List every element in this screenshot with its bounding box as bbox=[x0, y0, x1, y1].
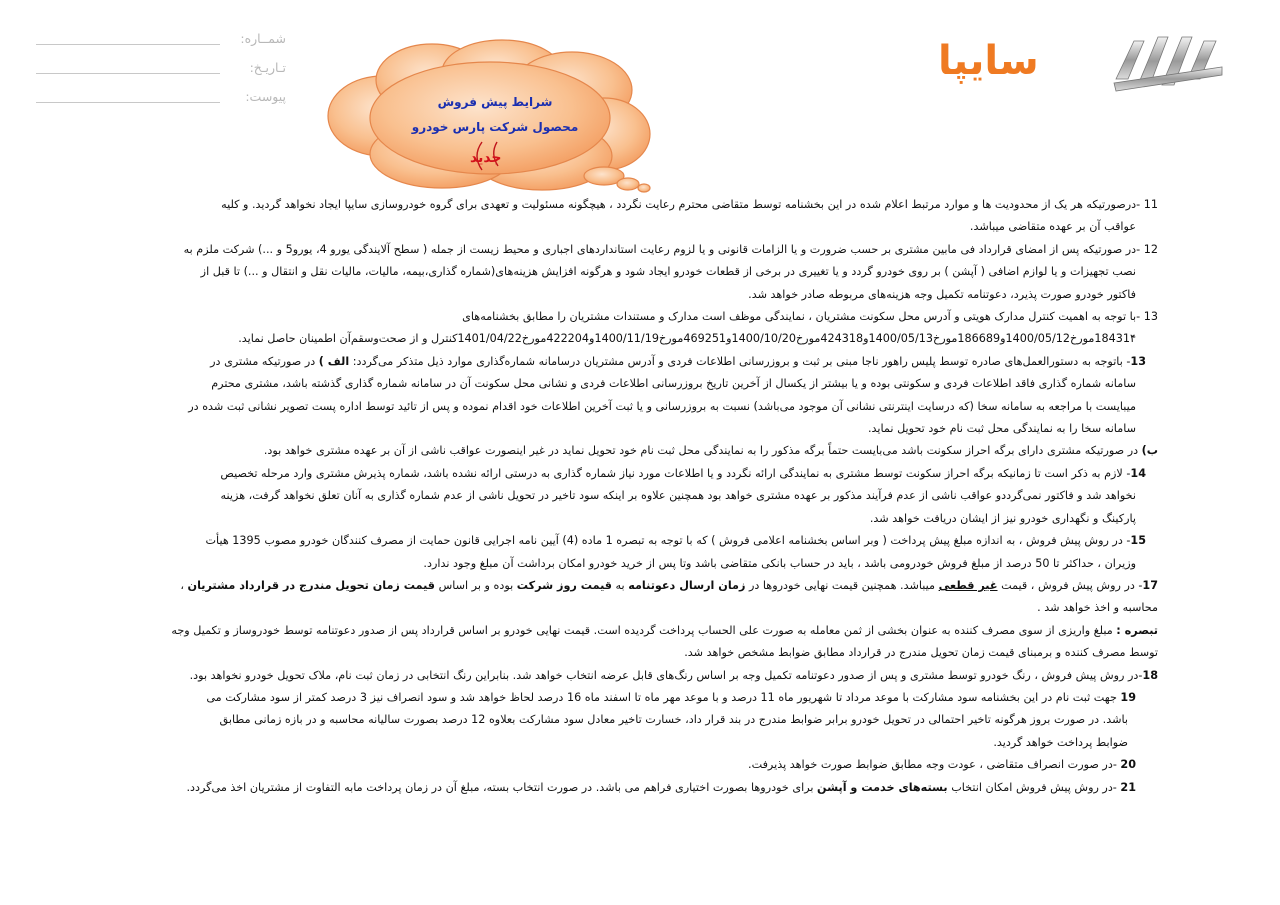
clause-11-text: -درصورتیکه هر یک از محدودیت ها و موارد مرتبط اعلام شده در این بخشنامه توسط متقاضی محترم رعایت نگردد ، هیچگونه مسئولیت و تعهدی برای گروه خودروسازی سایپا ایجاد نخواهد گردید. و کلیه bbox=[221, 198, 1141, 211]
clause-13b-text-2: در صورتیکه مشتری در bbox=[210, 354, 316, 368]
attachment-field-line bbox=[36, 102, 220, 103]
terms-content bbox=[88, 194, 1158, 799]
clause-tabsareh-text: مبلغ واریزی از سوی مصرف کننده به عنوان بخشی از ثمن معامله به صورت علی الحساب پرداخت گردیده است. قیمت نهایی خودرو بر اساس قرارداد پس از صدور دعوتنامه توسط خودروساز و تکمیل وجه bbox=[171, 623, 1113, 637]
clause-19-line-2: باشد. در صورت بروز هرگونه تاخیر احتمالی در تحویل خودرو برابر ضوابط مندرج در بند قرار داد، خسارت تاخیر معادل سود مشارکت بعلاوه 12 درصد بصورت سالیانه محاسبه و در بازه زمانی مطابق bbox=[219, 713, 1128, 727]
clause-13a-number: 13 bbox=[1143, 310, 1158, 324]
document-meta-fields bbox=[36, 28, 298, 115]
clause-12-line-3: فاکتور خودرو صورت پذیرد، دعوتنامه تکمیل وجه هزینه‌های مربوطه صادر خواهد شد. bbox=[748, 287, 1136, 301]
clause-12-line-2: نصب تجهیزات و یا لوازم اضافی ( آپشن ) بر روی خودرو گردد و یا تغییری در برخی از قطعات خودرو ایجاد شود و هرگونه افزایش هزینه‌های(شماره گذاری،بیمه، مالیات، مالیات نقل و انتقال و ...) تا قبل از bbox=[200, 265, 1136, 279]
clause-13a-text: -با توجه به اهمیت کنترل مدارک هویتی و آدرس محل سکونت مشتریان ، نمایندگی موظف است مدارک و مستندات مشتریان را مطابق بخشنامه‌های bbox=[462, 310, 1141, 324]
clause-18-number: 18 bbox=[1142, 668, 1158, 682]
number-field-label: شمــاره: bbox=[240, 31, 286, 46]
clause-tabsareh-label: تبصره : bbox=[1116, 623, 1158, 637]
clause-21-packages: بسته‌های خدمت و آپشن bbox=[817, 780, 948, 794]
clause-12-number: 12 bbox=[1143, 242, 1158, 256]
clause-18-text: -در روش پیش فروش ، رنگ خودرو توسط مشتری و پس از صدور دعوتنامه تکمیل وجه بر اساس رنگ‌های قابل عرضه انتخاب خواهد شد. بنابراین رنگ انتخابی در زمان ثبت نام، ملاک تحویل خودرو نخواهد بود. bbox=[189, 668, 1143, 682]
clause-21-text-2: برای خودروها بصورت اختیاری فراهم می باشد. در صورت انتخاب بسته، مبلغ آن در زمان پرداخت مابه التفاوت از مشتریان اخذ می‌گردد. bbox=[186, 780, 814, 794]
clause-14-text: - لازم به ذکر است تا زمانیکه برگه احراز سکونت توسط مشتری به نمایندگی ارائه نگردد و یا اطلاعات مورد نیاز شماره گذاری به درستی ارائه نشده باشد، شماره پذیرش مشتری وارد مرحله تخصیص bbox=[220, 466, 1131, 480]
clause-14-line-2: نخواهد شد و فاکتور نمی‌گرددو عواقب ناشی از عدم فرآیند مذکور بر عهده مشتری خواهد بود همچنین علاوه بر اینکه سود تاخیر در تحویل ناشی از عدم شماره گذاری به آنان تعلق نخواهد گرفت، هزینه bbox=[220, 489, 1136, 503]
clause-15-line-2: وزیران ، حداکثر تا 50 درصد از مبلغ فروش خودرومی باشد ، باید در حساب بانکی متقاضی باشد وتا پس از خرید خودرو امکان برداشت آن مبلغ وجود ندارد. bbox=[423, 556, 1136, 570]
clause-19-text: جهت ثبت نام در این بخشنامه سود مشارکت با موعد مرداد تا شهریور ماه 11 درصد و با موعد مهر ماه تا اسفند ماه 16 درصد لحاظ خواهد شد و سود انصراف نیز 3 درصد کمتر از سود مشارکت می bbox=[206, 690, 1117, 704]
clause-17-text-3: به bbox=[615, 578, 625, 592]
clause-21 bbox=[88, 777, 1158, 799]
clause-17-line-2: محاسبه و اخذ خواهد شد . bbox=[1037, 601, 1158, 615]
new-badge: جدید bbox=[470, 150, 502, 166]
clause-19-number: 19 bbox=[1120, 690, 1136, 704]
saipa-logo-icon bbox=[1112, 33, 1224, 95]
clause-11-number: 11 bbox=[1143, 198, 1158, 211]
clause-13a-line-2: 18431۴مورخ1400/05/12و186689مورخ1400/05/13و424318مورخ1400/10/20و469251مورخ1400/11/19و422204مورخ1401/04/22کنترل و از صحت‌وسقم‌آن اطمینان حاصل نماید. bbox=[238, 332, 1136, 346]
cloud-title-line-2: محصول شرکت پارس خودرو bbox=[411, 120, 579, 134]
clause-17-text-4: بوده و بر اساس bbox=[438, 578, 514, 592]
date-field-line bbox=[36, 73, 220, 74]
clause-13b-line-4: سامانه سخا را به نمایندگی محل ثبت نام خود تحویل نماید. bbox=[867, 422, 1136, 436]
brand-name: سایپا bbox=[938, 38, 1039, 84]
cloud-title bbox=[400, 90, 590, 140]
clause-11 bbox=[88, 194, 1158, 216]
cloud-title-line-1: شرایط پیش فروش bbox=[437, 95, 553, 109]
clause-tabsareh bbox=[88, 620, 1158, 642]
clause-19-line-3: ضوابط پرداخت خواهد گردید. bbox=[993, 735, 1128, 749]
clause-14-number: 14 bbox=[1130, 466, 1146, 480]
clause-12 bbox=[88, 239, 1158, 261]
clause-13b-line-3: میبایست با مراجعه به سامانه سخا (که درسایت اینترنتی نشانی آن موجود می‌باشد) نسبت به بروزرسانی و یا ثبت آخرین اطلاعات خود اقدام نموده و پس از تائید توسط اداره پست تصویر نشانی ثبت شده در bbox=[188, 399, 1136, 413]
clause-17-text: - در روش پیش فروش ، قیمت bbox=[1001, 578, 1143, 592]
clause-17-delivery-price: قیمت زمان تحویل مندرج در قرارداد مشتریان bbox=[187, 578, 436, 592]
number-field bbox=[36, 28, 298, 57]
clause-18 bbox=[88, 665, 1158, 687]
clause-21-text: -در روش پیش فروش امکان انتخاب bbox=[951, 780, 1117, 794]
clause-20-text: -در صورت انصراف متقاضی ، عودت وجه مطابق ضوابط صورت خواهد پذیرفت. bbox=[748, 758, 1117, 772]
clause-14 bbox=[88, 463, 1158, 485]
clause-beh bbox=[88, 440, 1158, 462]
clause-17-text-5: ، bbox=[180, 578, 184, 592]
clause-15-text: - در روش پیش فروش ، به اندازه مبلغ پیش پرداخت ( وبر اساس بخشنامه اعلامی فروش ) که با توجه به تبصره 1 ماده (4) آیین نامه اجرایی قانون حمایت از مصرف کنندگان خودرو مصوب 1395 هیأت bbox=[205, 534, 1131, 548]
clause-19 bbox=[88, 687, 1158, 709]
clause-15-number: 15 bbox=[1130, 534, 1146, 548]
clause-11-line-2: عواقب آن بر عهده متقاضی میباشد. bbox=[969, 220, 1136, 234]
clause-13b-line-2: سامانه شماره گذاری فاقد اطلاعات فردی و سکونتی بوده و یا بیشتر از یکسال از آخرین تاریخ بروزرسانی اطلاعات فردی و نشانی محل سکونت آن در سامانه شماره گذاری گذشته باشد، مشتری محترم bbox=[211, 377, 1136, 391]
date-field bbox=[36, 57, 298, 86]
clause-13b-alef: الف ) bbox=[318, 354, 350, 368]
clause-12-text: -در صورتیکه پس از امضای قرارداد فی مابین مشتری بر حسب ضرورت و یا الزامات قانونی و یا لزوم رعایت استانداردهای اجباری و محیط زیست از جمله ( سطح آلایندگی یورو 4، یورو5 و ...) شرکت ملزم به bbox=[183, 242, 1141, 256]
clause-17-send-time: زمان ارسال دعوتنامه bbox=[628, 578, 746, 592]
clause-21-number: 21 bbox=[1120, 780, 1136, 794]
clause-17 bbox=[88, 575, 1158, 597]
clause-20 bbox=[88, 754, 1158, 776]
clause-beh-text: در صورتیکه مشتری دارای برگه احراز سکونت باشد می‌بایست حتماً برگه مذکور را به نمایندگی محل ثبت نام خود تحویل نماید در غیر اینصورت عواقب ناشی از آن بر عهده مشتری خواهد بود. bbox=[263, 444, 1139, 458]
clause-17-non-final: غیر قطعی bbox=[938, 578, 998, 592]
clause-13a bbox=[88, 306, 1158, 328]
clause-13b-text: - باتوجه به دستورالعمل‌های صادره توسط پلیس راهور ناجا مبنی بر ثبت و بروزرسانی اطلاعات فردی و آدرس مشتریان درسامانه شماره‌گذاری موارد ذیل متذکر می‌گردد: bbox=[352, 354, 1131, 368]
number-field-line bbox=[36, 44, 220, 45]
attachment-field bbox=[36, 86, 298, 115]
clause-tabsareh-line-2: توسط مصرف کننده و برمبنای قیمت زمان تحویل مندرج در قرارداد مطابق ضوابط مشخص خواهد شد. bbox=[684, 646, 1158, 660]
clause-13b-number: 13 bbox=[1130, 354, 1146, 368]
attachment-field-label: پیوست: bbox=[245, 89, 286, 104]
clause-20-number: 20 bbox=[1120, 758, 1136, 772]
clause-14-line-3: پارکینگ و نگهداری خودرو نیز از ایشان دریافت خواهد شد. bbox=[869, 511, 1136, 525]
clause-15 bbox=[88, 530, 1158, 552]
clause-17-number: 17 bbox=[1142, 578, 1158, 592]
clause-13b bbox=[88, 351, 1158, 373]
clause-17-text-2: میباشد. همچنین قیمت نهایی خودروها در bbox=[748, 578, 936, 592]
clause-beh-label: ب) bbox=[1141, 444, 1158, 458]
date-field-label: تـاریـخ: bbox=[249, 60, 286, 75]
clause-17-day-price: قیمت روز شرکت bbox=[516, 578, 612, 592]
